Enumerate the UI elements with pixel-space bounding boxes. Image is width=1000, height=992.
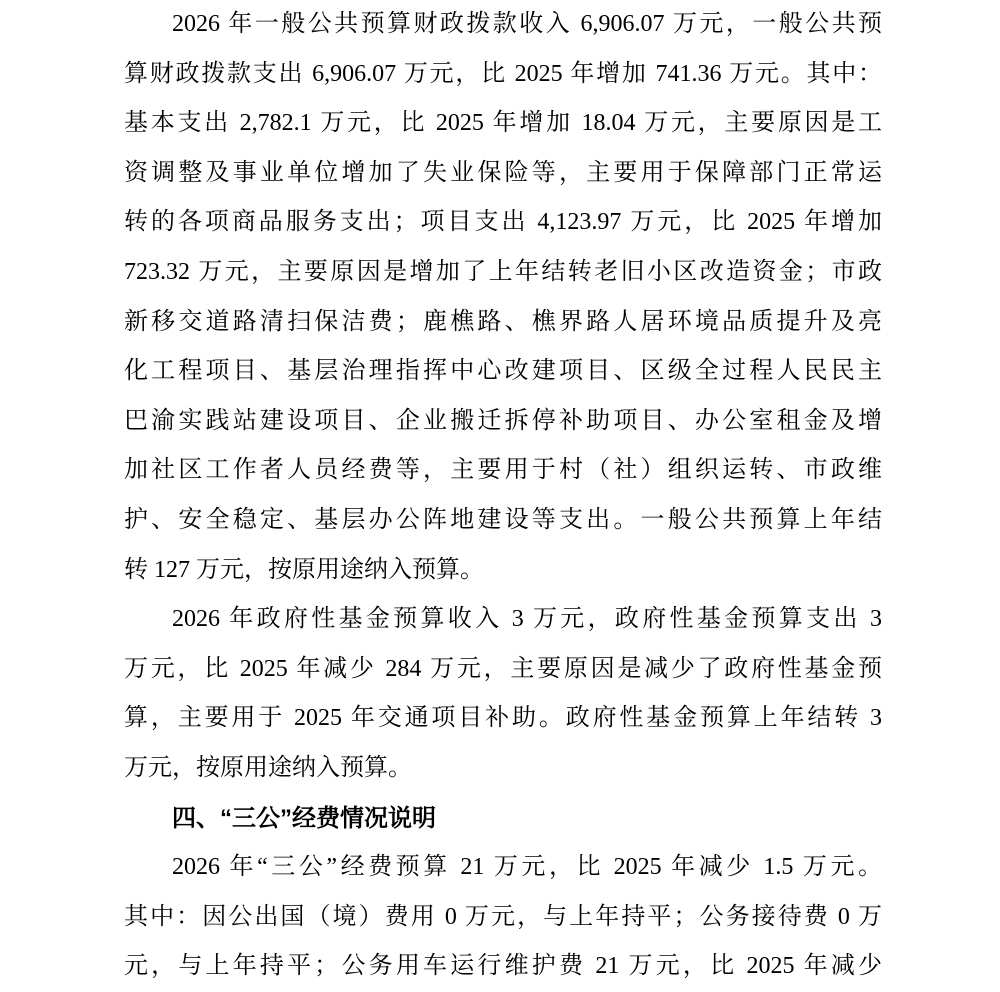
paragraph-1-line-5: 转的各项商品服务支出；项目支出 4,123.97 万元，比 2025 年增加 <box>124 209 882 236</box>
paragraph-1-line-11: 护、安全稳定、基层办公阵地建设等支出。一般公共预算上年结 <box>124 506 882 533</box>
paragraph-3-line-3: 元，与上年持平；公务用车运行维护费 21 万元，比 2025 年减少 <box>124 953 882 980</box>
paragraph-1-line-1: 2026 年一般公共预算财政拨款收入 6,906.07 万元，一般公共预 <box>172 11 882 37</box>
text-block <box>124 0 882 992</box>
paragraph-1-line-2: 算财政拨款支出 6,906.07 万元，比 2025 年增加 741.36 万元。其中： <box>124 60 882 87</box>
paragraph-1-line-6: 723.32 万元，主要原因是增加了上年结转老旧小区改造资金；市政 <box>124 258 882 285</box>
paragraph-1-line-7: 新移交道路清扫保洁费；鹿樵路、樵界路人居环境品质提升及亮 <box>124 308 882 335</box>
section-4-heading: 四、“三公”经费情况说明 <box>172 804 436 832</box>
paragraph-2-line-3: 算，主要用于 2025 年交通项目补助。政府性基金预算上年结转 3 <box>124 705 882 732</box>
paragraph-1-line-9: 巴渝实践站建设项目、企业搬迁拆停补助项目、办公室租金及增 <box>124 407 882 434</box>
paragraph-2-line-2: 万元，比 2025 年减少 284 万元，主要原因是减少了政府性基金预 <box>124 655 882 682</box>
paragraph-1-line-4: 资调整及事业单位增加了失业保险等，主要用于保障部门正常运 <box>124 159 882 186</box>
paragraph-1-line-3: 基本支出 2,782.1 万元，比 2025 年增加 18.04 万元，主要原因是工 <box>124 110 882 137</box>
paragraph-1-line-8: 化工程项目、基层治理指挥中心改建项目、区级全过程人民民主 <box>124 358 882 385</box>
paragraph-3-line-1: 2026 年“三公”经费预算 21 万元，比 2025 年减少 1.5 万元。 <box>172 854 882 881</box>
paragraph-3-line-2: 其中：因公出国（境）费用 0 万元，与上年持平；公务接待费 0 万 <box>124 903 882 930</box>
paragraph-2-line-4: 万元，按原用途纳入预算。 <box>124 754 412 781</box>
paragraph-1-line-10: 加社区工作者人员经费等，主要用于村（社）组织运转、市政维 <box>124 457 882 484</box>
paragraph-2-line-1: 2026 年政府性基金预算收入 3 万元，政府性基金预算支出 3 <box>172 606 882 633</box>
paragraph-1-line-12: 转 127 万元，按原用途纳入预算。 <box>124 556 484 583</box>
